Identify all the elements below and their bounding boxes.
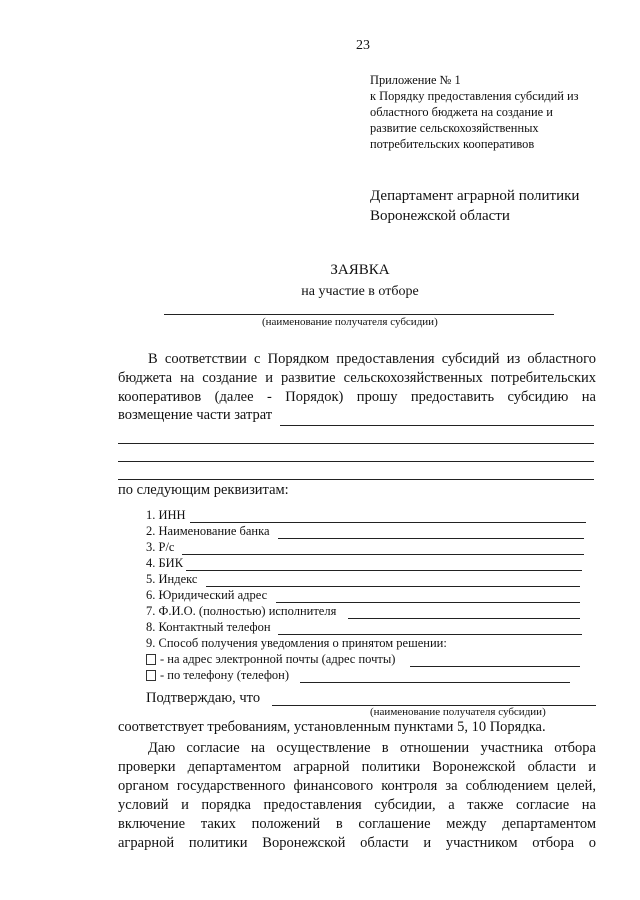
consent-line: органом государственного финансового контроля за соблюдением целей,	[118, 778, 596, 794]
notify-email-label: - на адрес электронной почты (адрес почты)	[160, 652, 396, 666]
inn-field[interactable]	[190, 522, 586, 523]
costs-fill-line[interactable]	[118, 461, 594, 462]
consent-line: проверки департаментом аграрной политики Воронежской области и	[118, 759, 596, 775]
phone-checkbox[interactable]	[146, 670, 156, 681]
confirm-label: Подтверждаю, что	[146, 690, 261, 706]
requisite-notify-method: 9. Способ получения уведомления о принятом решении:	[146, 636, 447, 650]
requisite-bik: 4. БИК	[146, 556, 184, 570]
appendix-line: Приложение № 1	[370, 73, 461, 87]
document-title: ЗАЯВКА	[330, 262, 390, 278]
legal-address-field[interactable]	[276, 602, 580, 603]
recipient-name-caption: (наименование получателя субсидии)	[262, 316, 438, 328]
requisite-bank: 2. Наименование банка	[146, 524, 270, 538]
consent-line: условий и порядка предоставления субсидии, а также согласие на	[118, 797, 596, 813]
requisite-index: 5. Индекс	[146, 572, 198, 586]
requisite-executor-name: 7. Ф.И.О. (полностью) исполнителя	[146, 604, 337, 618]
costs-fill-line[interactable]	[118, 479, 594, 480]
intro-line: кооперативов (далее - Порядок) прошу предоставить субсидию на	[118, 389, 596, 405]
bank-field[interactable]	[278, 538, 584, 539]
consent-paragraph	[118, 739, 596, 853]
requisite-inn: 1. ИНН	[146, 508, 186, 522]
appendix-line: развитие сельскохозяйственных	[370, 121, 539, 135]
email-checkbox[interactable]	[146, 654, 156, 665]
costs-fill-line[interactable]	[280, 425, 594, 426]
requisite-phone: 8. Контактный телефон	[146, 620, 271, 634]
document-subtitle: на участие в отборе	[301, 284, 419, 299]
department-line: Воронежской области	[370, 208, 510, 224]
confirm-caption: (наименование получателя субсидии)	[370, 706, 546, 718]
executor-name-field[interactable]	[348, 618, 580, 619]
index-field[interactable]	[206, 586, 580, 587]
intro-line: бюджета на создание и развитие сельскохозяйственных потребительских	[118, 370, 596, 386]
intro-line: В соответствии с Порядком предоставления субсидий из областного	[148, 351, 596, 367]
confirm-text: соответствует требованиям, установленным пунктами 5, 10 Порядка.	[118, 719, 546, 735]
costs-fill-line[interactable]	[118, 443, 594, 444]
consent-line: Даю согласие на осуществление в отношении участника отбора	[148, 740, 596, 756]
account-field[interactable]	[182, 554, 584, 555]
page-number: 23	[356, 38, 370, 53]
phone-field[interactable]	[278, 634, 582, 635]
bik-field[interactable]	[186, 570, 582, 571]
recipient-name-line[interactable]	[164, 314, 554, 315]
consent-line: аграрной политики Воронежской области и участником отбора о	[118, 835, 596, 851]
intro-paragraph	[118, 350, 596, 407]
email-field[interactable]	[410, 666, 580, 667]
appendix-line: областного бюджета на создание и	[370, 105, 553, 119]
appendix-header	[370, 72, 579, 152]
notify-phone-field[interactable]	[300, 682, 570, 683]
notify-phone-label: - по телефону (телефон)	[160, 668, 290, 682]
addressee-department	[370, 186, 579, 226]
requisite-legal-address: 6. Юридический адрес	[146, 588, 268, 602]
intro-line: возмещение части затрат	[118, 407, 273, 423]
consent-line: включение таких положений в соглашение между департаментом	[118, 816, 596, 832]
requisites-label: по следующим реквизитам:	[118, 482, 289, 498]
appendix-line: к Порядку предоставления субсидий из	[370, 89, 579, 103]
requisite-account: 3. Р/с	[146, 540, 175, 554]
appendix-line: потребительских кооперативов	[370, 137, 535, 151]
department-line: Департамент аграрной политики	[370, 188, 580, 204]
